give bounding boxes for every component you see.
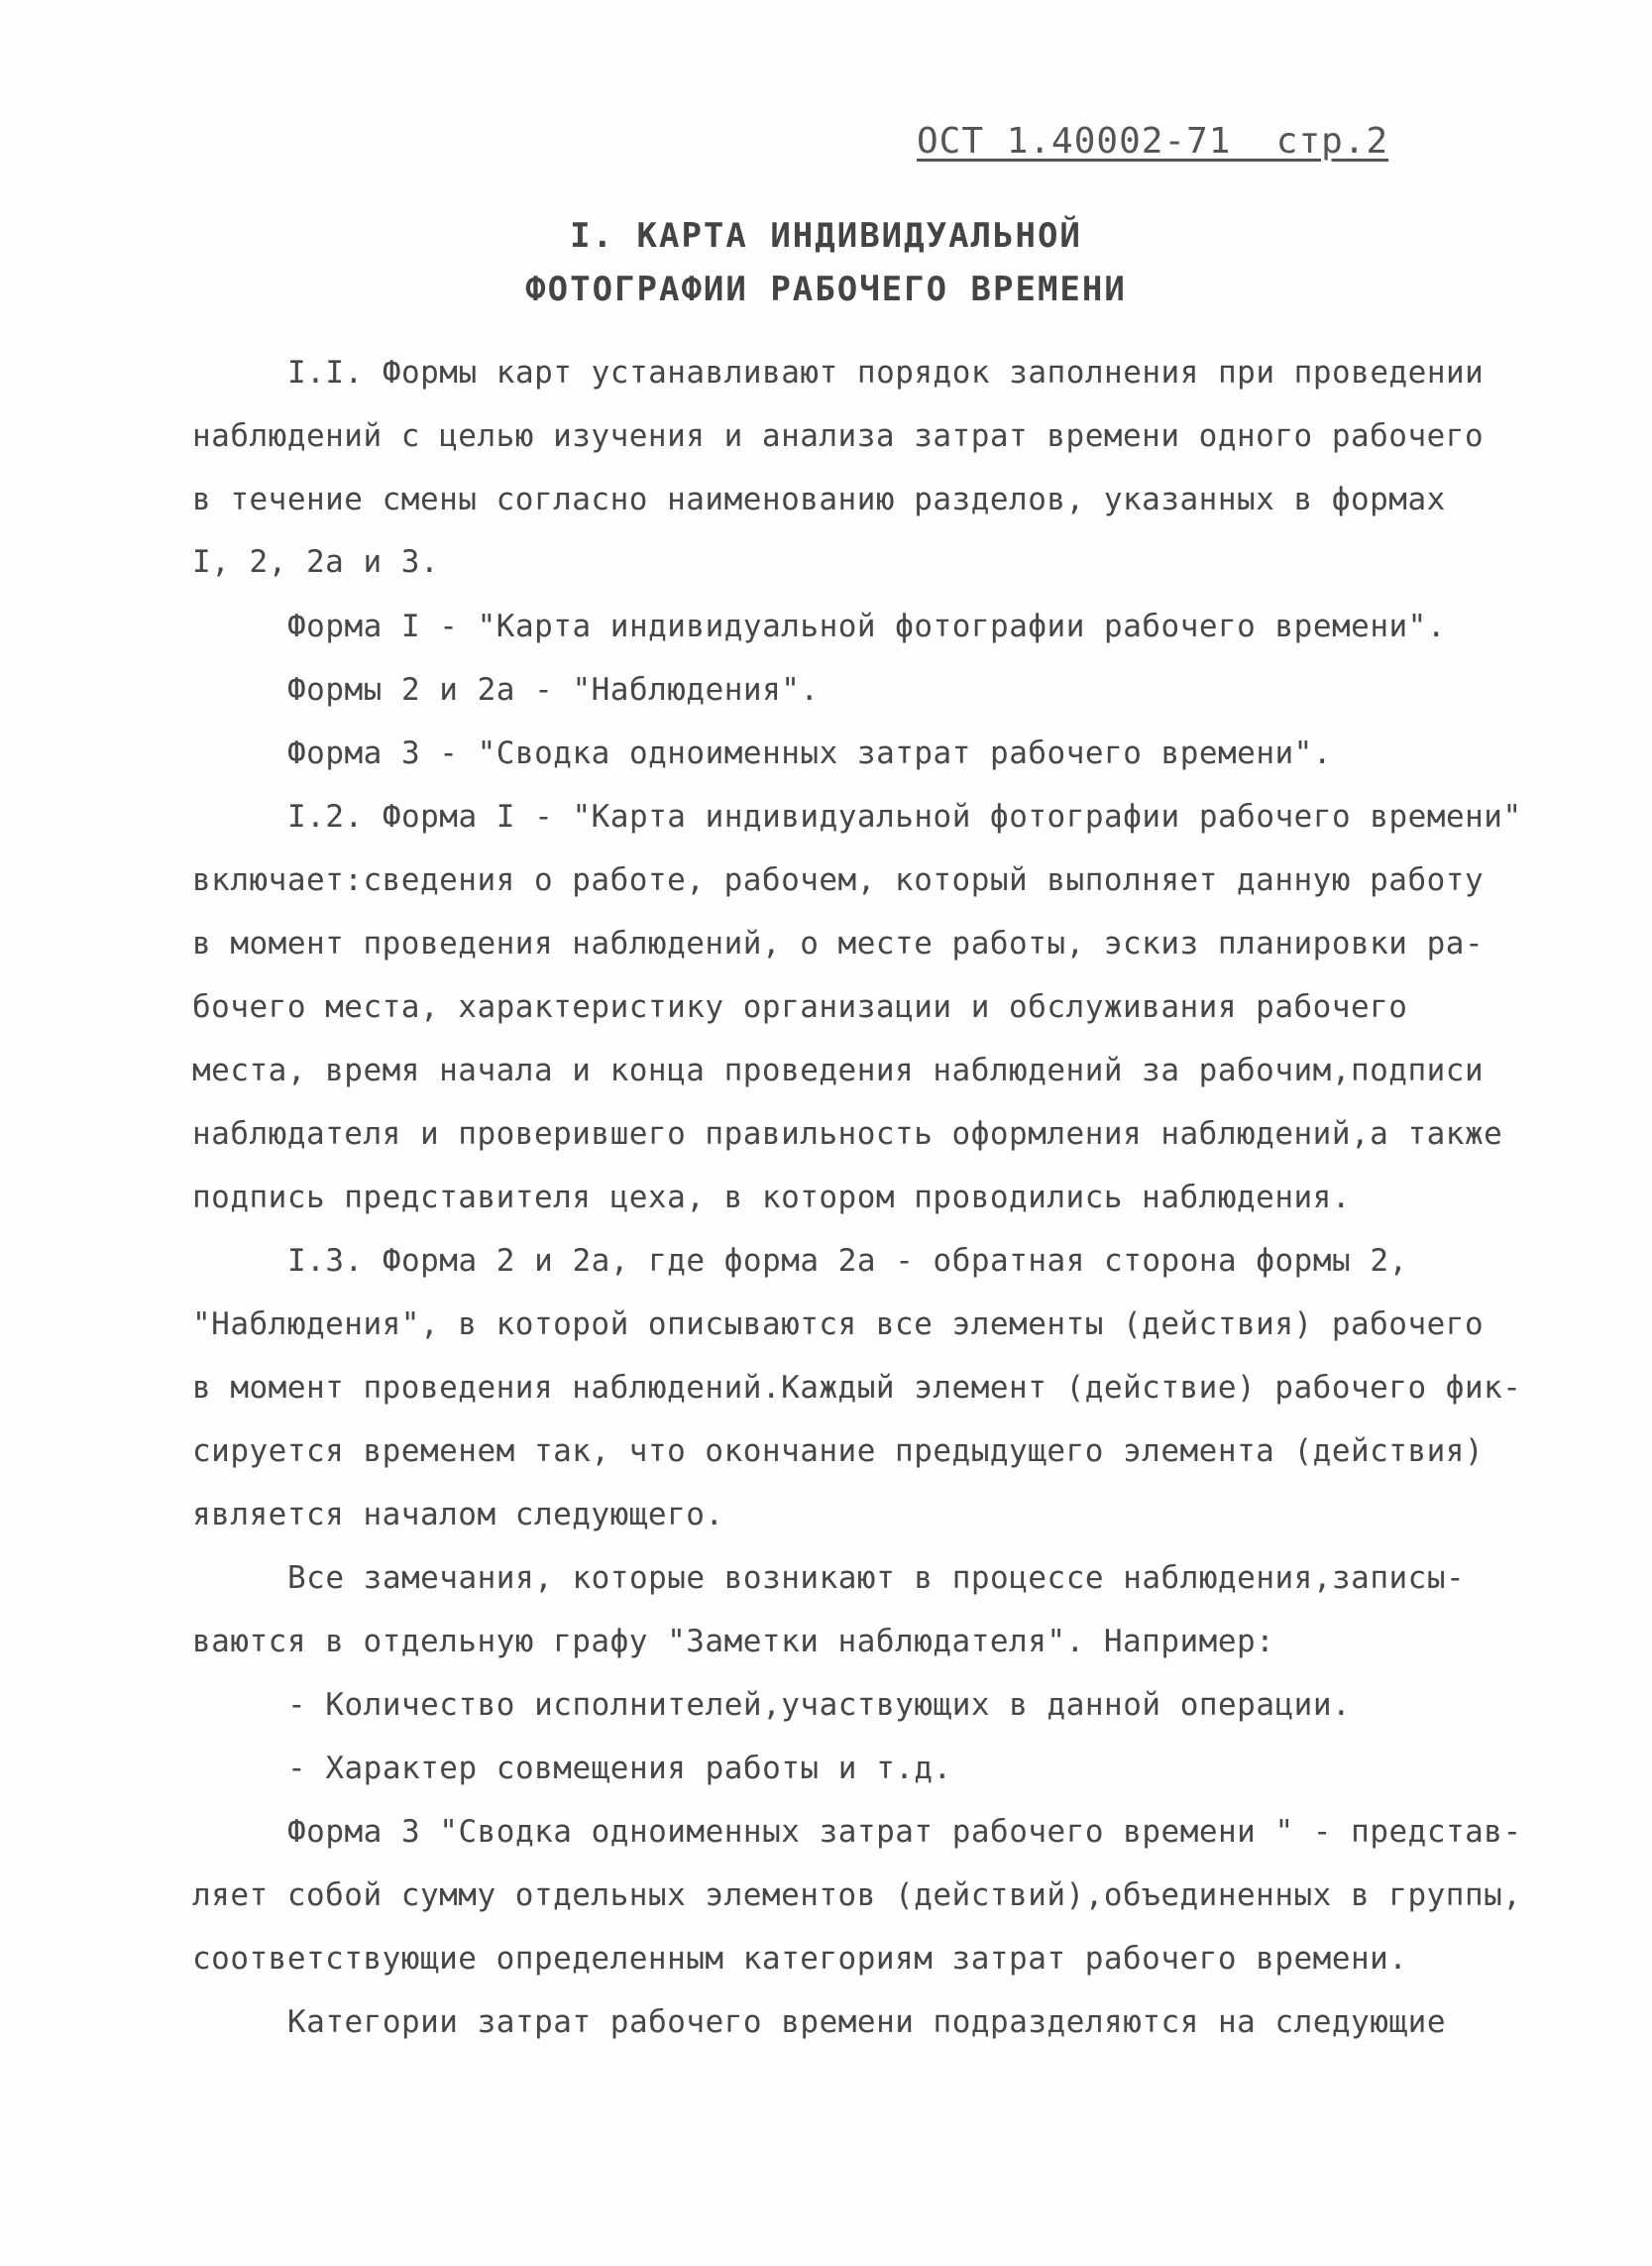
body-line: соответствующие определенным категориям затрат рабочего времени. [192, 1941, 1408, 1977]
body-line: Категории затрат рабочего времени подразделяются на следующие [287, 2004, 1446, 2040]
section-title-line-2: ФОТОГРАФИИ РАБОЧЕГО ВРЕМЕНИ [525, 270, 1127, 309]
body-line: в течение смены согласно наименованию разделов, указанных в формах [192, 482, 1446, 517]
body-line: бочего места, характеристику организации и обслуживания рабочего [192, 989, 1408, 1025]
body-line: - Количество исполнителей,участвующих в данной операции. [287, 1687, 1352, 1723]
body-line: Все замечания, которые возникают в процессе наблюдения,записы- [287, 1560, 1466, 1596]
body-line: Форма 3 "Сводка одноименных затрат рабочего времени " - представ- [287, 1814, 1522, 1850]
body-line: Форма I - "Карта индивидуальной фотографии рабочего времени". [287, 609, 1446, 644]
body-line: - Характер совмещения работы и т.д. [287, 1751, 952, 1786]
body-line: ваются в отдельную графу "Заметки наблюдателя". Например: [192, 1624, 1275, 1659]
section-title-line-1: I. КАРТА ИНДИВИДУАЛЬНОЙ [570, 216, 1082, 256]
body-line: является началом следующего. [192, 1497, 724, 1532]
body-line: подпись представителя цеха, в котором проводились наблюдения. [192, 1180, 1351, 1215]
body-line: включает:сведения о работе, рабочем, который выполняет данную работу [192, 862, 1485, 898]
body-line: в момент проведения наблюдений, о месте работы, эскиз планировки ра- [192, 926, 1485, 962]
body-line: Форма 3 - "Сводка одноименных затрат рабочего времени". [287, 736, 1332, 771]
body-line: места, время начала и конца проведения наблюдений за рабочим,подписи [192, 1053, 1485, 1088]
body-line: наблюдателя и проверившего правильность оформления наблюдений,а также [192, 1116, 1503, 1152]
body-line: I.3. Форма 2 и 2а, где форма 2а - обратная сторона формы 2, [287, 1243, 1408, 1279]
document-header: ОСТ 1.40002-71 стр.2 [917, 121, 1389, 162]
body-line: сируется временем так, что окончание предыдущего элемента (действия) [192, 1433, 1485, 1469]
body-line: наблюдений с целью изучения и анализа затрат времени одного рабочего [192, 418, 1485, 454]
body-line: ляет собой сумму отдельных элементов (действий),объединенных в группы, [192, 1877, 1522, 1913]
body-line: в момент проведения наблюдений.Каждый элемент (действие) рабочего фик- [192, 1370, 1522, 1406]
body-line: Формы 2 и 2а - "Наблюдения". [287, 672, 820, 708]
body-line: I.2. Форма I - "Карта индивидуальной фотографии рабочего времени" [287, 799, 1522, 835]
body-line: I, 2, 2а и 3. [192, 544, 440, 580]
body-line: "Наблюдения", в которой описываются все элементы (действия) рабочего [192, 1306, 1485, 1342]
body-line: I.I. Формы карт устанавливают порядок заполнения при проведении [287, 355, 1485, 391]
